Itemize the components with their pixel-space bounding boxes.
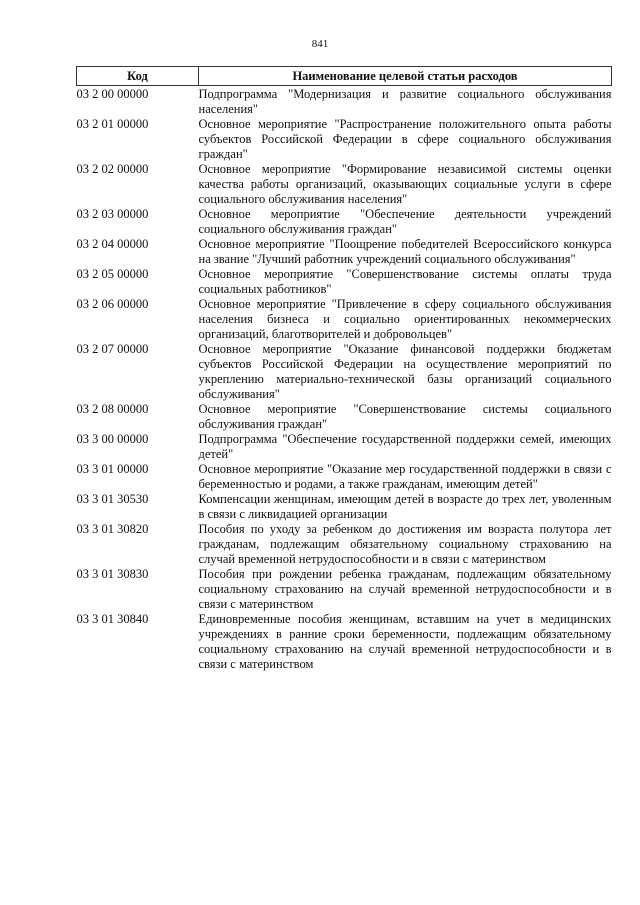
page-number: 841 bbox=[311, 38, 329, 50]
row-code: 03 2 00 00000 bbox=[76, 87, 149, 101]
table-row bbox=[77, 492, 612, 522]
row-name: Основное мероприятие "Формирование независимой системы оценки качества работы организаций, оказывающих социальные услуги в сфере социального обслуживания населения" bbox=[198, 162, 612, 206]
table-row bbox=[77, 162, 612, 207]
row-name: Единовременные пособия женщинам, вставшим на учет в медицинских учреждениях в ранние сроки беременности, подлежащим обязательному социальному страхованию на случай временной нетрудоспособности и в связи с материнством bbox=[198, 612, 612, 671]
row-code: 03 2 04 00000 bbox=[76, 237, 149, 251]
row-code: 03 3 01 30840 bbox=[76, 612, 149, 626]
row-code: 03 3 01 00000 bbox=[76, 462, 149, 476]
table-row bbox=[77, 117, 612, 162]
table-header-row bbox=[77, 67, 612, 86]
table-row bbox=[77, 297, 612, 342]
table-row bbox=[77, 207, 612, 237]
table-row bbox=[77, 342, 612, 402]
row-code: 03 2 06 00000 bbox=[76, 297, 149, 311]
table-row bbox=[77, 567, 612, 612]
row-name: Основное мероприятие "Оказание мер государственной поддержки в связи с беременностью и родами, а также гражданам, имеющим детей" bbox=[198, 462, 612, 491]
table-body bbox=[77, 86, 612, 673]
row-code: 03 3 01 30530 bbox=[76, 492, 149, 506]
row-name: Подпрограмма "Обеспечение государственной поддержки семей, имеющих детей" bbox=[198, 432, 612, 461]
column-header-code: Код bbox=[77, 67, 199, 86]
table-row bbox=[77, 432, 612, 462]
row-code: 03 2 08 00000 bbox=[76, 402, 149, 416]
row-name: Пособия при рождении ребенка гражданам, подлежащим обязательному социальному страхованию на случай временной нетрудоспособности и в связи с материнством bbox=[198, 567, 612, 611]
row-code: 03 2 02 00000 bbox=[76, 162, 149, 176]
row-name: Основное мероприятие "Обеспечение деятельности учреждений социального обслуживания граждан" bbox=[198, 207, 612, 236]
row-name: Подпрограмма "Модернизация и развитие социального обслуживания населения" bbox=[198, 87, 612, 116]
row-name: Основное мероприятие "Совершенствование системы социального обслуживания граждан" bbox=[198, 402, 612, 431]
table-row bbox=[77, 237, 612, 267]
row-name: Основное мероприятие "Совершенствование системы оплаты труда социальных работников" bbox=[198, 267, 612, 296]
row-code: 03 3 01 30830 bbox=[76, 567, 149, 581]
row-code: 03 2 05 00000 bbox=[76, 267, 149, 281]
table-row bbox=[77, 522, 612, 567]
table-row bbox=[77, 462, 612, 492]
row-code: 03 3 01 30820 bbox=[76, 522, 149, 536]
table-row bbox=[77, 612, 612, 672]
table-row bbox=[77, 267, 612, 297]
row-name: Основное мероприятие "Распространение положительного опыта работы субъектов Российской Федерации в сфере социального обслуживания граждан" bbox=[198, 117, 612, 161]
table-row bbox=[77, 402, 612, 432]
table-row bbox=[77, 86, 612, 118]
row-code: 03 3 00 00000 bbox=[76, 432, 149, 446]
column-header-name: Наименование целевой статьи расходов bbox=[199, 67, 612, 86]
row-name: Пособия по уходу за ребенком до достижения им возраста полутора лет гражданам, подлежащим обязательному социальному страхованию на случай временной нетрудоспособности и в связи с материнством bbox=[198, 522, 612, 566]
row-name: Компенсации женщинам, имеющим детей в возрасте до трех лет, уволенным в связи с ликвидацией организации bbox=[198, 492, 612, 521]
budget-target-articles-table bbox=[76, 66, 612, 672]
row-name: Основное мероприятие "Поощрение победителей Всероссийского конкурса на звание "Лучший работник учреждений социального обслуживания" bbox=[198, 237, 612, 266]
row-code: 03 2 07 00000 bbox=[76, 342, 149, 356]
row-code: 03 2 03 00000 bbox=[76, 207, 149, 221]
row-code: 03 2 01 00000 bbox=[76, 117, 149, 131]
row-name: Основное мероприятие "Привлечение в сферу социального обслуживания населения бизнеса и социально ориентированных некоммерческих организаций, благотворителей и добровольцев" bbox=[198, 297, 612, 341]
row-name: Основное мероприятие "Оказание финансовой поддержки бюджетам субъектов Российской Федерации на осуществление мероприятий по укреплению материально-технической базы организаций социального обслуживания" bbox=[198, 342, 612, 401]
